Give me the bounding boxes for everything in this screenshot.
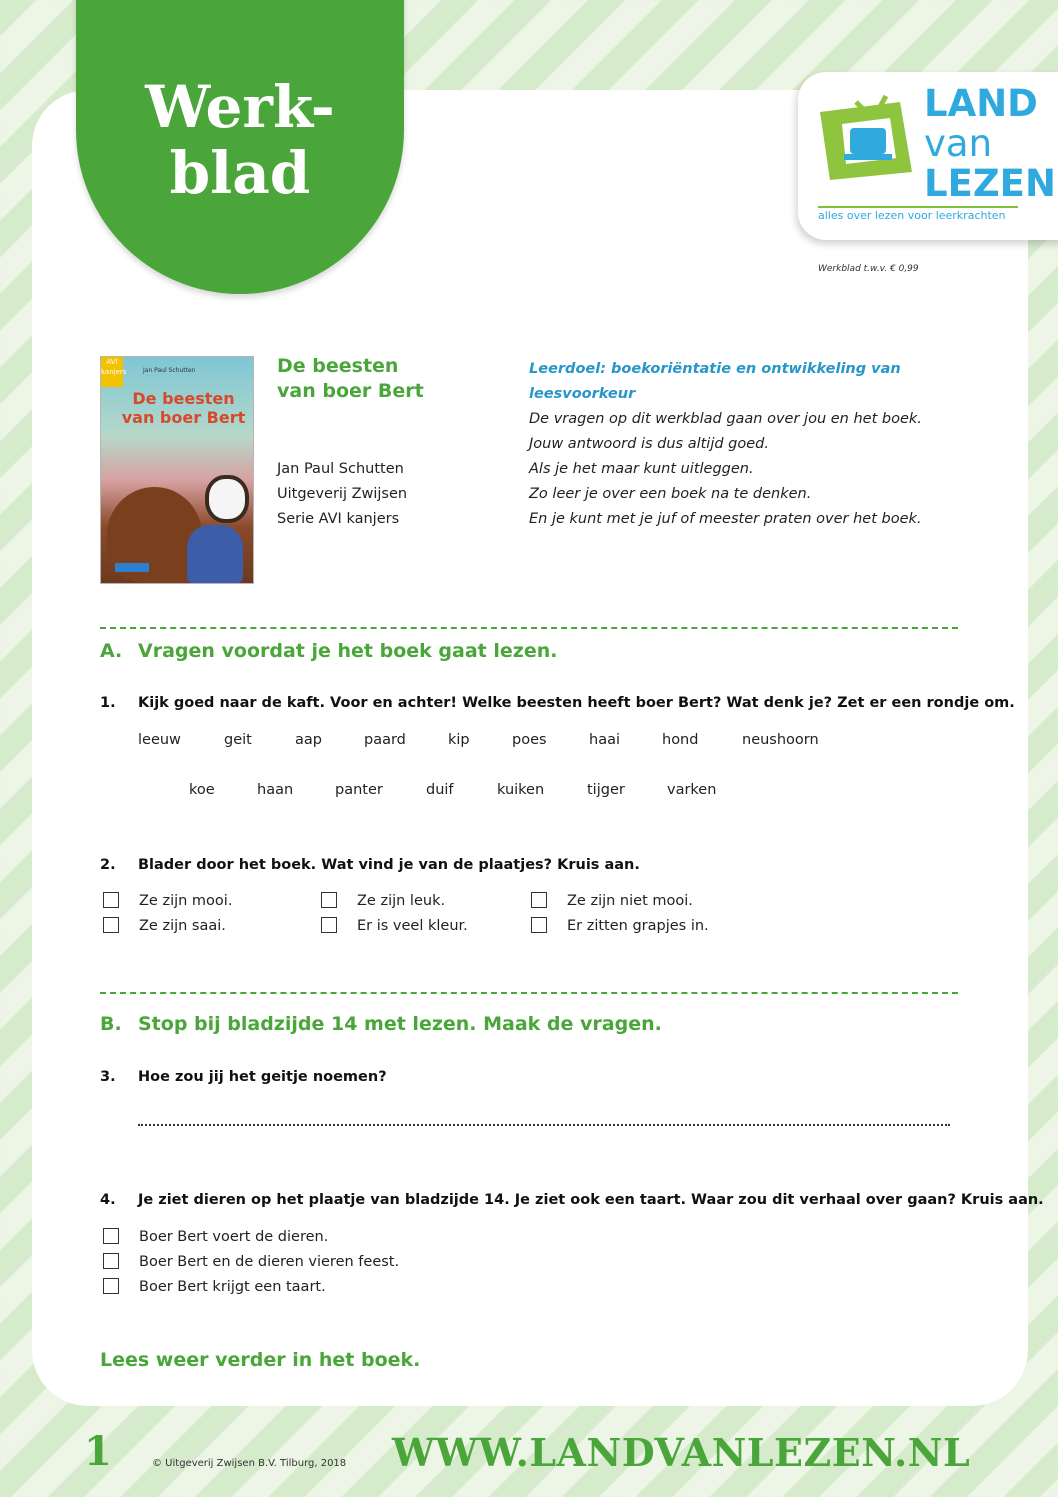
checkbox-label: Ze zijn niet mooi. [567, 893, 693, 909]
animal-option-duif[interactable]: duif [426, 782, 454, 798]
question-number: 4. [100, 1192, 116, 1208]
section-b-title [100, 1013, 662, 1035]
section-a-title [100, 640, 557, 662]
section-heading: Stop bij bladzijde 14 met lezen. Maak de vragen. [138, 1013, 662, 1035]
price-note: Werkblad t.w.v. € 0,99 [818, 264, 919, 274]
checkbox[interactable] [531, 892, 547, 908]
question-number: 3. [100, 1069, 116, 1085]
learning-goal-title: Leerdoel: boekoriëntatie en ontwikkeling van leesvoorkeur [529, 361, 901, 402]
animal-option-varken[interactable]: varken [667, 782, 717, 798]
animal-option-kuiken[interactable]: kuiken [497, 782, 545, 798]
werkblad-title [76, 74, 404, 206]
learning-goal [529, 357, 989, 532]
question-text: Blader door het boek. Wat vind je van de plaatjes? Kruis aan. [138, 857, 640, 873]
question-text: Hoe zou jij het geitje noemen? [138, 1069, 387, 1085]
cover-series-label: AVI kanjers [101, 357, 123, 387]
cover-title: De beesten van boer Bert [121, 389, 246, 427]
section-divider [100, 627, 958, 629]
animal-option-paard[interactable]: paard [364, 732, 406, 748]
book-author: Jan Paul Schutten [277, 461, 404, 477]
question-number: 2. [100, 857, 116, 873]
section-divider [100, 992, 958, 994]
answer-line[interactable] [138, 1124, 950, 1126]
checkbox[interactable] [103, 917, 119, 933]
cover-farmer [187, 525, 243, 583]
checkbox-label: Boer Bert voert de dieren. [139, 1229, 329, 1245]
logo-word-van: van [924, 122, 993, 165]
goal-line: De vragen op dit werkblad gaan over jou en het boek. [529, 411, 922, 427]
book-title [277, 354, 477, 404]
badge-line-2: blad [169, 139, 311, 207]
section-letter: B. [100, 1013, 122, 1035]
goal-line: En je kunt met je juf of meester praten over het boek. [529, 511, 922, 527]
animal-option-aap[interactable]: aap [295, 732, 322, 748]
checkbox[interactable] [103, 892, 119, 908]
checkbox-label: Boer Bert krijgt een taart. [139, 1279, 326, 1295]
question-text: Kijk goed naar de kaft. Voor en achter! Welke beesten heeft boer Bert? Wat denk je? Zet er een rondje om. [138, 695, 1015, 711]
question-1 [100, 695, 1015, 711]
question-text: Je ziet dieren op het plaatje van bladzijde 14. Je ziet ook een taart. Waar zou dit verhaal over gaan? Kruis aan. [138, 1192, 1044, 1208]
checkbox[interactable] [531, 917, 547, 933]
animal-option-haan[interactable]: haan [257, 782, 294, 798]
checkbox-label: Er zitten grapjes in. [567, 918, 709, 934]
animal-option-panter[interactable]: panter [335, 782, 383, 798]
logo-word-lezen: LEZEN [924, 162, 1056, 205]
book-series: Serie AVI kanjers [277, 511, 400, 527]
animal-option-leeuw[interactable]: leeuw [138, 732, 181, 748]
book-title-line-1: De beesten [277, 355, 399, 377]
page-number: 1 [84, 1428, 112, 1475]
section-letter: A. [100, 640, 123, 662]
checkbox[interactable] [321, 917, 337, 933]
book-title-line-2: van boer Bert [277, 380, 424, 402]
copyright-notice: © Uitgeverij Zwijsen B.V. Tilburg, 2018 [152, 1458, 347, 1469]
checkbox[interactable] [103, 1253, 119, 1269]
book-publisher: Uitgeverij Zwijsen [277, 486, 408, 502]
checkbox[interactable] [103, 1228, 119, 1244]
section-heading: Vragen voordat je het boek gaat lezen. [138, 640, 558, 662]
checkbox-label: Boer Bert en de dieren vieren feest. [139, 1254, 400, 1270]
animal-option-koe[interactable]: koe [189, 782, 215, 798]
book-details [277, 457, 407, 532]
checkbox-label: Er is veel kleur. [357, 918, 468, 934]
worksheet-page [32, 90, 1028, 1406]
checkbox[interactable] [321, 892, 337, 908]
book-cover-image [100, 356, 254, 584]
logo-wordmark [924, 82, 1056, 205]
animal-option-tijger[interactable]: tijger [587, 782, 625, 798]
checkbox[interactable] [103, 1278, 119, 1294]
checkbox-label: Ze zijn saai. [139, 918, 226, 934]
animal-option-hond[interactable]: hond [662, 732, 699, 748]
website-url[interactable]: WWW.LANDVANLEZEN.NL [392, 1430, 971, 1475]
animal-option-geit[interactable]: geit [224, 732, 252, 748]
checkbox-label: Ze zijn leuk. [357, 893, 446, 909]
goal-line: Jouw antwoord is dus altijd goed. [529, 436, 769, 452]
animal-option-kip[interactable]: kip [448, 732, 470, 748]
question-2 [100, 857, 640, 873]
goal-line: Zo leer je over een boek na te denken. [529, 486, 812, 502]
animal-option-neushoorn[interactable]: neushoorn [742, 732, 819, 748]
cover-dog [205, 475, 249, 523]
badge-line-1: Werk- [145, 73, 335, 141]
checkbox-label: Ze zijn mooi. [139, 893, 233, 909]
question-3 [100, 1069, 387, 1085]
question-number: 1. [100, 695, 116, 711]
closing-instruction: Lees weer verder in het boek. [100, 1349, 421, 1371]
cover-publisher-logo [115, 563, 149, 572]
goal-line: Als je het maar kunt uitleggen. [529, 461, 754, 477]
animal-option-haai[interactable]: haai [589, 732, 620, 748]
logo-word-land: LAND [924, 82, 1038, 125]
tv-icon [816, 92, 916, 192]
logo-tagline: alles over lezen voor leerkrachten [818, 206, 1018, 222]
question-4 [100, 1192, 1044, 1208]
animal-option-poes[interactable]: poes [512, 732, 547, 748]
cover-author: Jan Paul Schutten [143, 367, 196, 374]
